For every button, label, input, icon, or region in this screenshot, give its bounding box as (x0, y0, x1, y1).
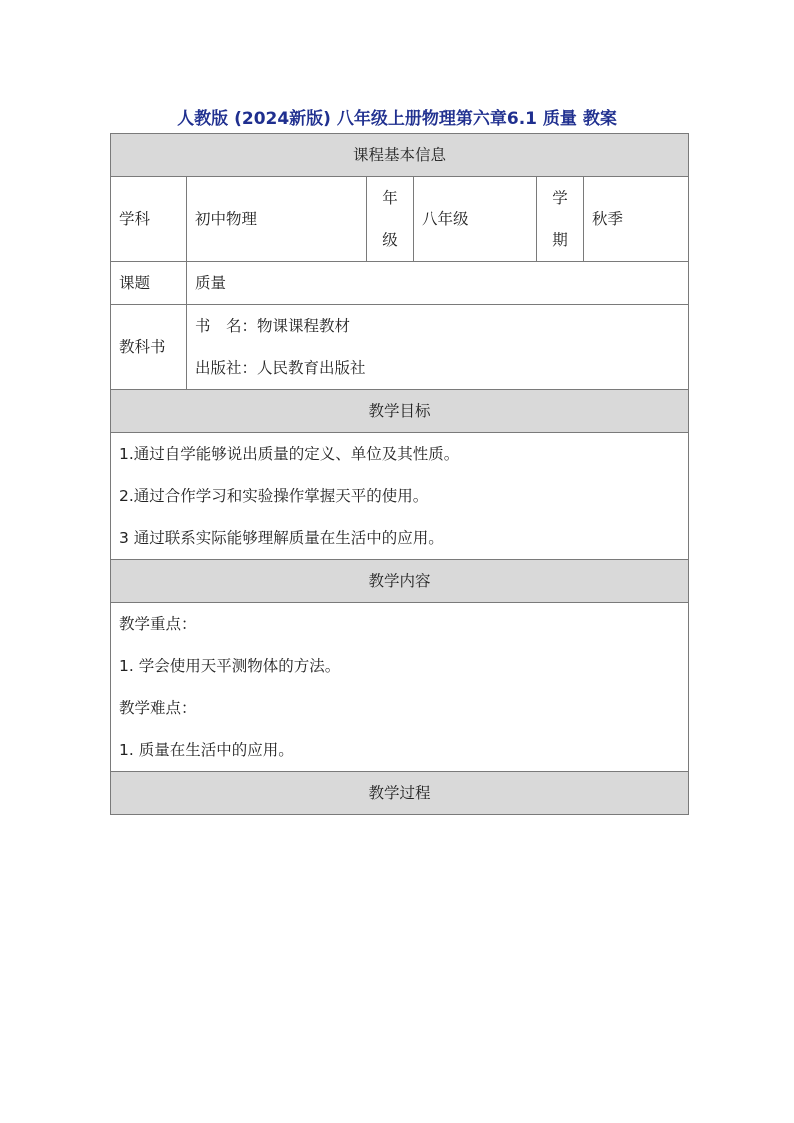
term-value: 秋季 (584, 177, 689, 262)
objectives-row (111, 433, 689, 560)
subject-label: 学科 (111, 177, 187, 262)
process-header-row (111, 772, 689, 815)
objective-item: 2.通过合作学习和实验操作掌握天平的使用。 (119, 487, 429, 505)
textbook-label: 教科书 (111, 305, 187, 390)
textbook-row (111, 305, 689, 390)
term-label (537, 177, 584, 262)
key-point-item: 1. 学会使用天平测物体的方法。 (119, 657, 341, 675)
topic-value: 质量 (187, 262, 689, 305)
objectives-header-row (111, 390, 689, 433)
basic-info-header-row (111, 134, 689, 177)
subject-row (111, 177, 689, 262)
grade-value: 八年级 (414, 177, 537, 262)
document-title: 人教版 (2024新版) 八年级上册物理第六章6.1 质量 教案 (177, 109, 617, 129)
textbook-name: 书 名：物课课程教材 (195, 317, 351, 335)
key-points-label: 教学重点： (119, 615, 197, 633)
difficulty-item: 1. 质量在生活中的应用。 (119, 741, 294, 759)
difficulty-label: 教学难点： (119, 699, 197, 717)
grade-label-char-2: 级 (382, 231, 398, 249)
textbook-info (187, 305, 689, 390)
topic-row (111, 262, 689, 305)
basic-info-header: 课程基本信息 (111, 134, 689, 177)
term-label-char-2: 期 (552, 231, 568, 249)
textbook-publisher: 出版社：人民教育出版社 (195, 359, 366, 377)
topic-label: 课题 (111, 262, 187, 305)
content-header: 教学内容 (111, 560, 689, 603)
term-label-char-1: 学 (552, 189, 568, 207)
lesson-plan-table (110, 133, 689, 815)
objectives-header: 教学目标 (111, 390, 689, 433)
grade-label (367, 177, 414, 262)
content-header-row (111, 560, 689, 603)
grade-label-char-1: 年 (382, 189, 398, 207)
objectives-list (111, 433, 689, 560)
content-row (111, 603, 689, 772)
content-list (111, 603, 689, 772)
objective-item: 1.通过自学能够说出质量的定义、单位及其性质。 (119, 445, 460, 463)
subject-value: 初中物理 (187, 177, 367, 262)
process-header: 教学过程 (111, 772, 689, 815)
objective-item: 3 通过联系实际能够理解质量在生活中的应用。 (119, 529, 444, 547)
